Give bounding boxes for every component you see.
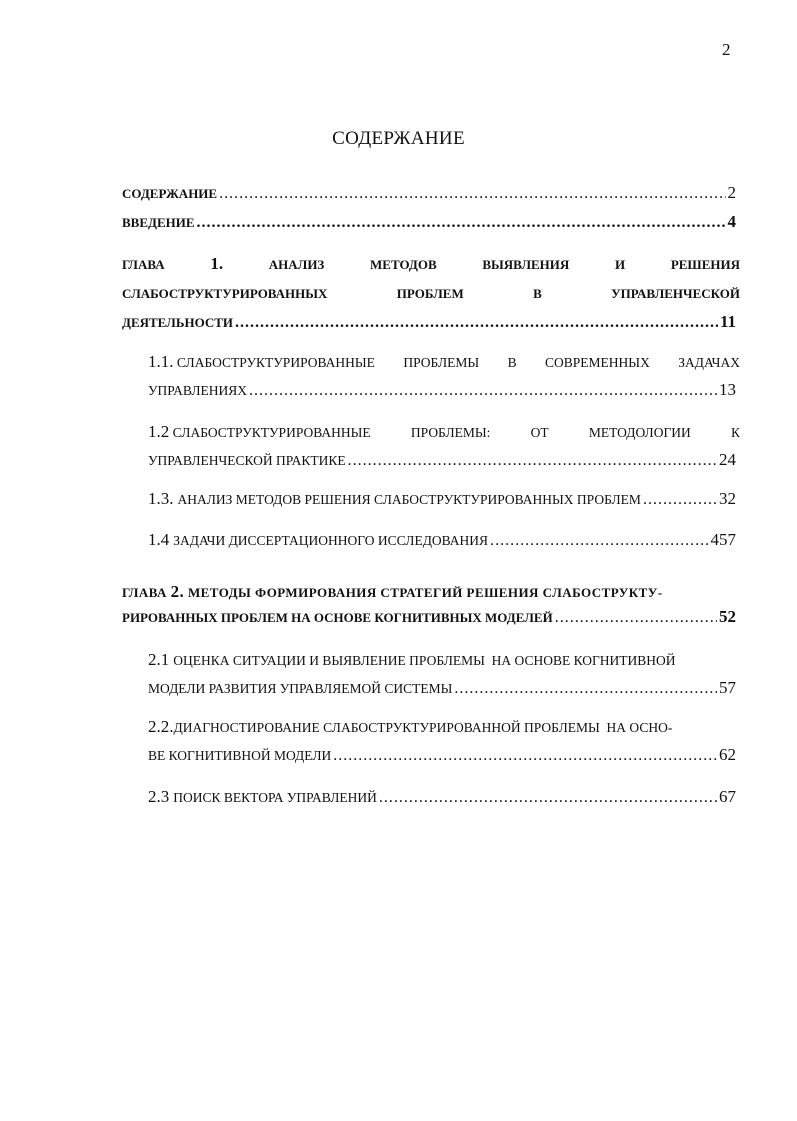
toc-page: 32 (719, 489, 736, 508)
word: МЕТОДОЛОГИИ (588, 425, 691, 440)
toc-page: 57 (719, 678, 736, 697)
toc-leader (219, 185, 725, 203)
section-title: ОЦЕНКА СИТУАЦИИ И ВЫЯВЛЕНИЕ ПРОБЛЕМЫ НА ОСНОВЕ КОГНИТИВНОЙ (173, 653, 676, 668)
toc-section-1-1-line-2[interactable] (148, 380, 736, 400)
toc-label (148, 787, 377, 807)
word: К (730, 425, 740, 440)
toc-section-1-4[interactable] (148, 530, 736, 550)
toc-label (148, 530, 488, 550)
toc-page: 4 (727, 212, 736, 231)
toc-page: 457 (710, 530, 736, 549)
word: ОТ (530, 425, 549, 440)
word (148, 422, 371, 442)
word: РЕШЕНИЯ (670, 257, 740, 272)
toc-chapter-1-line-2[interactable] (122, 286, 740, 302)
toc-leader (490, 532, 708, 550)
toc-section-1-2-line-1[interactable] (148, 422, 740, 442)
section-word: СЛАБОСТРУКТУРИРОВАННЫЕ (172, 425, 371, 440)
toc-leader (454, 680, 717, 698)
word: В (507, 355, 517, 370)
toc-label: ВЕ КОГНИТИВНОЙ МОДЕЛИ (148, 748, 332, 763)
toc-chapter-2-line-2[interactable] (122, 607, 736, 627)
section-number: 2.3 (148, 787, 170, 806)
chapter-number: 1. (210, 254, 224, 273)
word: СОВРЕМЕННЫХ (545, 355, 650, 370)
toc-leader (379, 789, 717, 807)
toc-leader (643, 491, 717, 509)
toc-label: МОДЕЛИ РАЗВИТИЯ УПРАВЛЯЕМОЙ СИСТЕМЫ (148, 681, 453, 696)
toc-page: 52 (719, 607, 736, 626)
toc-section-2-1-line-2[interactable] (148, 678, 736, 698)
page-number: 2 (722, 40, 731, 59)
page-title: СОДЕРЖАНИЕ (332, 128, 465, 149)
toc-chapter-1-line-3[interactable] (122, 312, 736, 332)
toc-section-2-2-line-2[interactable] (148, 745, 736, 765)
word: ГЛАВА (122, 257, 165, 272)
toc-entry-vvedenie[interactable] (122, 212, 736, 232)
toc-chapter-2-line-1[interactable] (122, 582, 742, 602)
toc-section-1-3[interactable] (148, 489, 736, 509)
section-title: ДИАГНОСТИРОВАНИЕ СЛАБОСТРУКТУРИРОВАННОЙ ПРОБЛЕМЫ НА ОСНО- (173, 720, 673, 735)
word: В (533, 286, 542, 301)
word: МЕТОДОВ (370, 257, 437, 272)
toc-label: УПРАВЛЕНЧЕСКОЙ ПРАКТИКЕ (148, 453, 346, 468)
toc-chapter-1-line-1[interactable] (122, 254, 740, 274)
word: АНАЛИЗ (268, 257, 325, 272)
section-title: ЗАДАЧИ ДИССЕРТАЦИОННОГО ИССЛЕДОВАНИЯ (173, 533, 489, 548)
toc-page: 13 (719, 380, 736, 399)
word: ПРОБЛЕМ (396, 286, 464, 301)
toc-page: 67 (719, 787, 736, 806)
toc-page: 62 (719, 745, 736, 764)
section-number: 2.1 (148, 650, 170, 669)
toc-label: РИРОВАННЫХ ПРОБЛЕМ НА ОСНОВЕ КОГНИТИВНЫХ МОДЕЛЕЙ (122, 610, 553, 625)
chapter-title: МЕТОДЫ ФОРМИРОВАНИЯ СТРАТЕГИЙ РЕШЕНИЯ СЛАБОСТРУКТУ- (187, 585, 663, 600)
section-number: 2.2. (148, 717, 174, 736)
toc-label (148, 489, 641, 509)
word: ПРОБЛЕМЫ (403, 355, 480, 370)
toc-section-2-3[interactable] (148, 787, 736, 807)
section-number: 1.2 (148, 422, 170, 441)
toc-page: 2 (727, 183, 736, 202)
toc-section-1-1-line-1[interactable] (148, 352, 740, 372)
section-number: 1.1. (148, 352, 174, 371)
toc-leader (333, 747, 717, 765)
word: ПРОБЛЕМЫ: (410, 425, 491, 440)
toc-label: ВВЕДЕНИЕ (122, 215, 195, 230)
toc-label: ДЕЯТЕЛЬНОСТИ (122, 315, 234, 330)
toc-leader (555, 609, 717, 627)
section-number: 1.3. (148, 489, 174, 508)
toc-entry-soderzhanie[interactable] (122, 183, 736, 203)
section-title: ПОИСК ВЕКТОРА УПРАВЛЕНИЙ (173, 790, 377, 805)
toc-label: УПРАВЛЕНИЯХ (148, 383, 247, 398)
word (148, 352, 375, 372)
toc-leader (249, 382, 717, 400)
word: СЛАБОСТРУКТУРИРОВАННЫХ (122, 286, 328, 301)
word: ЗАДАЧАХ (678, 355, 740, 370)
toc-leader (197, 214, 726, 232)
toc-leader (235, 314, 718, 332)
toc-label: СОДЕРЖАНИЕ (122, 186, 218, 201)
section-title: АНАЛИЗ МЕТОДОВ РЕШЕНИЯ СЛАБОСТРУКТУРИРОВАННЫХ ПРОБЛЕМ (177, 492, 641, 507)
section-number: 1.4 (148, 530, 170, 549)
word: УПРАВЛЕНЧЕСКОЙ (611, 286, 740, 301)
toc-page: 11 (719, 312, 736, 331)
toc-page: 24 (719, 450, 736, 469)
toc-section-2-1-line-1[interactable] (148, 650, 676, 670)
word: И (615, 257, 626, 272)
toc-section-1-2-line-2[interactable] (148, 450, 736, 470)
section-word: СЛАБОСТРУКТУРИРОВАННЫЕ (176, 355, 375, 370)
chapter-number: 2. (170, 582, 185, 601)
toc-leader (348, 452, 717, 470)
toc-section-2-2-line-1[interactable] (148, 717, 672, 737)
word: ГЛАВА (122, 585, 167, 600)
word: ВЫЯВЛЕНИЯ (482, 257, 570, 272)
